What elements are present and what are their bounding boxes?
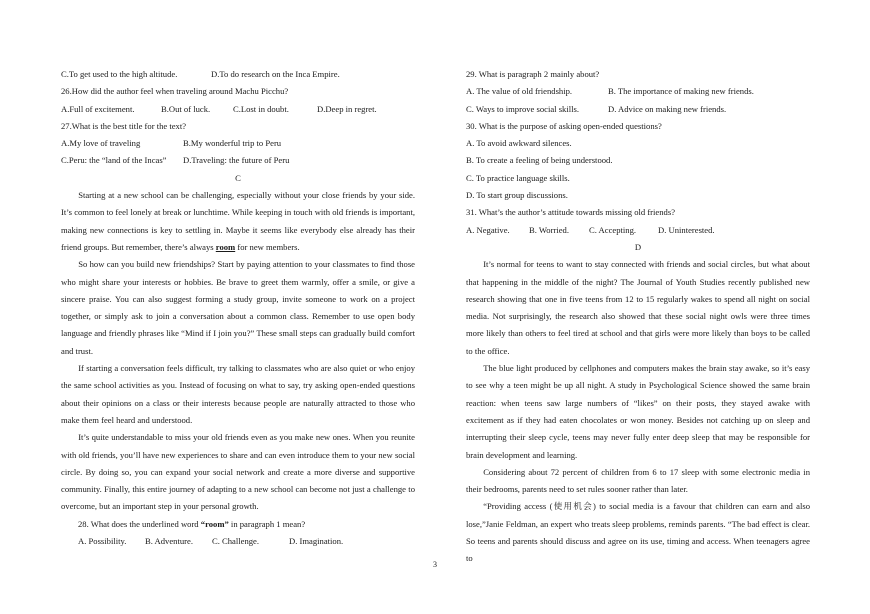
q27-option-a: A.My love of traveling	[61, 138, 141, 149]
q29-options-ab	[466, 83, 810, 100]
q30-option-c: C. To practice language skills.	[466, 172, 570, 183]
q29-question: 29. What is paragraph 2 mainly about?	[466, 69, 600, 79]
q31-option-c: C. Accepting.	[589, 224, 637, 235]
q28-options	[61, 533, 415, 550]
q31-option-b: B. Worried.	[529, 224, 569, 235]
q29-option-a: A. The value of old friendship.	[466, 86, 573, 97]
passage-c-paragraph-4: It’s quite understandable to miss your old friends even as you make new ones. When you reunite with old friends, you’ll have new experiences to share and can even introduce them to your new social circle. By doing so, you can expand your social network and create a more diverse and supportive community. Finally, this entire journey of adapting to a new school can become not just a challenge to overcome, but an important step in your personal growth.	[61, 432, 415, 512]
q31-option-a: A. Negative.	[466, 224, 510, 235]
section-d-heading: D	[634, 241, 642, 252]
q26-question: 26.How did the author feel when traveling around Machu Picchu?	[61, 86, 289, 97]
q30-option-d: D. To start group discussions.	[466, 190, 568, 201]
q27-question: 27.What is the best title for the text?	[61, 120, 187, 131]
q28-option-c: C. Challenge.	[212, 536, 260, 547]
q26-option-a: A.Full of excitement.	[61, 103, 135, 114]
q26-option-b: B.Out of luck.	[161, 103, 211, 114]
q28-question	[61, 516, 415, 533]
q28-word: “room”	[200, 518, 229, 529]
q26-option-c: C.Lost in doubt.	[233, 103, 289, 114]
q27-option-c: C.Peru: the “land of the Incas”	[61, 155, 167, 166]
passage-d-paragraph-4: “Providing access (使用机会) to social media is a favour that children can earn and also lose,”Janie Feldman, an expert who treats sleep problems, reminds parents. “The bad effect is clear. So teens and parents should discuss and agree on its use, timing and access. When teenagers agree to	[466, 501, 810, 564]
q27-options-cd	[61, 152, 415, 169]
passage-d-paragraph-3: Considering about 72 percent of children from 6 to 17 sleep with some electronic media in their bedrooms, parents need to set rules sooner rather than later.	[466, 466, 810, 495]
q28-option-b: B. Adventure.	[145, 536, 193, 547]
p1-text-b: for new members.	[235, 241, 300, 252]
q28-text-b: in paragraph 1 mean?	[228, 518, 306, 529]
passage-d-paragraph-1: It’s normal for teens to want to stay connected with friends and social circles, but what about that happening in the middle of the night? The Journal of Youth Studies recently published new research showing that one in five teens from 12 to 15 regularly wakes to spend all night on social media. Not surprisingly, the research also showed that these social night owls were three times more likely than others to feel tired at school and that girls were more likely than boys to be called to the office.	[466, 259, 810, 356]
right-column	[466, 66, 810, 568]
passage-c-paragraph-3: If starting a conversation feels difficult, try talking to classmates who are also quiet or who enjoy the same school activities as you. Instead of focusing on what to say, try asking open-ended questions about their opinions on a class or their interests because people are naturally attracted to those who make them feel heard and understood.	[61, 363, 415, 425]
q25-options	[61, 66, 415, 83]
q27-option-b: B.My wonderful trip to Peru	[183, 138, 282, 149]
q29-options-cd	[466, 101, 810, 118]
q31-option-d: D. Uninterested.	[658, 224, 715, 235]
q28-option-d: D. Imagination.	[289, 536, 344, 547]
underlined-word-room: room	[215, 241, 236, 252]
q26-options	[61, 101, 415, 118]
q26-option-d: D.Deep in regret.	[317, 103, 377, 114]
q30-option-b: B. To create a feeling of being understood.	[466, 155, 613, 166]
section-c-heading: C	[235, 172, 241, 183]
passage-d-paragraph-2: The blue light produced by cellphones and computers makes the brain stay awake, so it’s easy to see why a teen might be up all night. A study in Psychological Science showed the same brain reaction: when teens saw large numbers of “likes” on their posts, they stayed awake with excitement as if they had eaten chocolates or won money. Besides not catching up on sleep and interrupting their sleep cycle, teens may never fully enter deep sleep that may be responsible for brain development and learning.	[466, 363, 810, 460]
q28-text-a: 28. What does the underlined word	[78, 518, 201, 529]
passage-c-paragraph-1	[61, 187, 415, 256]
q25-option-d: D.To do research on the Inca Empire.	[211, 69, 340, 79]
q29-option-b: B. The importance of making new friends.	[608, 86, 754, 97]
q27-options-ab	[61, 135, 415, 152]
left-column	[61, 66, 415, 550]
q25-option-c: C.To get used to the high altitude.	[61, 69, 178, 79]
q30-question: 30. What is the purpose of asking open-ended questions?	[466, 120, 662, 131]
q30-option-a: A. To avoid awkward silences.	[466, 138, 572, 149]
passage-c-paragraph-2: So how can you build new friendships? Start by paying attention to your classmates to find those who might share your interests or hobbies. Be brave to greet them warmly, offer a smile, or give a sincere praise. You can also suggest forming a study group, invite someone to work on a project together, or simply ask to join a conversation about a common class. Remember to use open body language and friendly phrases like “Mind if I join you?” These small steps can gradually build comfort and trust.	[61, 259, 415, 356]
q28-option-a: A. Possibility.	[78, 536, 127, 547]
q31-question: 31. What’s the author’s attitude towards missing old friends?	[466, 207, 676, 218]
page-number: 3	[433, 560, 437, 569]
q29-option-c: C. Ways to improve social skills.	[466, 103, 580, 114]
q31-options	[466, 222, 810, 239]
q27-option-d: D.Traveling: the future of Peru	[183, 155, 290, 166]
p1-text-a: Starting at a new school can be challenging, especially without your close friends by your side. It’s common to feel lonely at break or lunchtime. While keeping in touch with old friends is important, making new connections is key to settling in. Maybe it seems like everybody else already has their friend groups. But remember, there’s always	[61, 190, 415, 252]
q29-option-d: D. Advice on making new friends.	[608, 103, 727, 114]
